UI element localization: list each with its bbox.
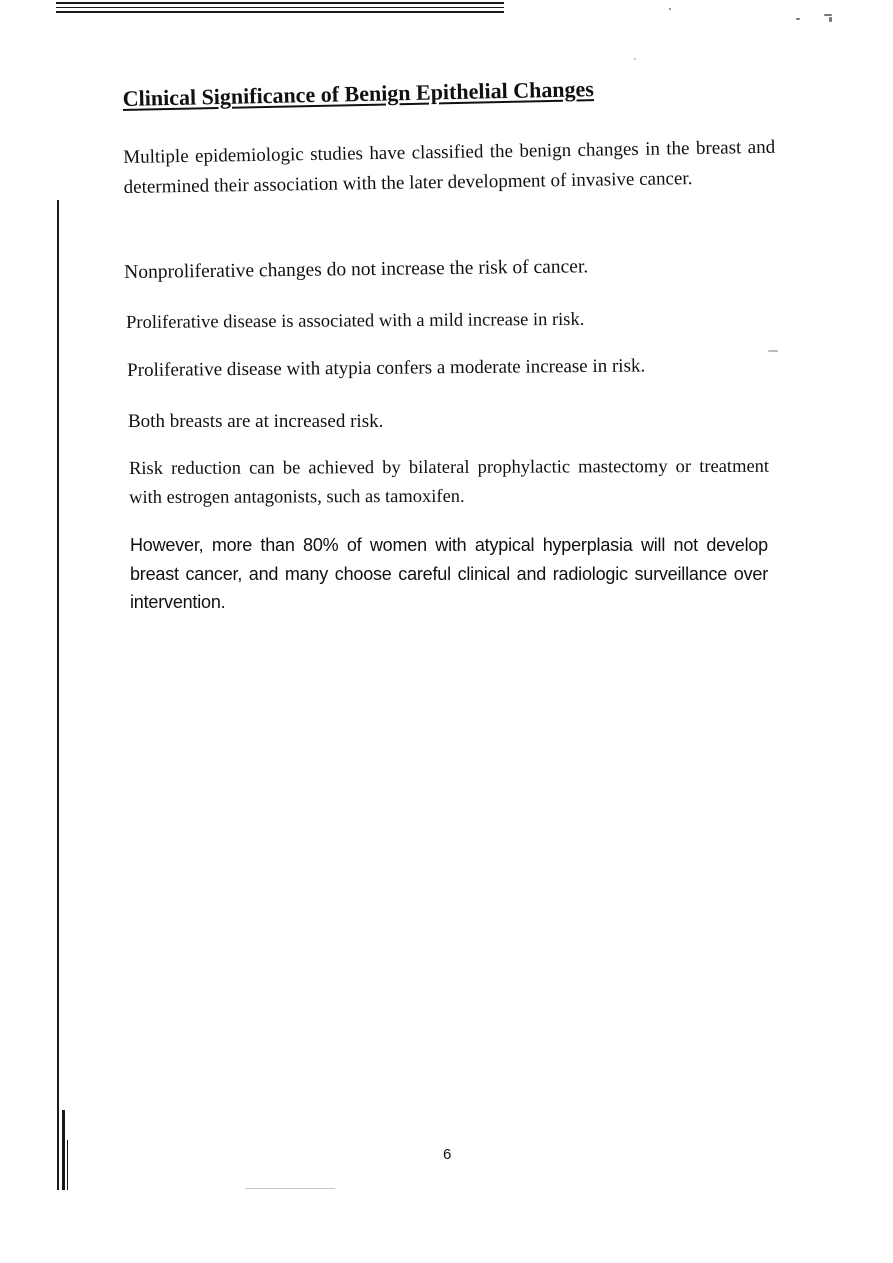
paragraph: Multiple epidemiologic studies have classified the benign changes in the breast and determined their association with the later development of invasive cancer. [123,136,776,198]
paragraph: Proliferative disease with atypia confers a moderate increase in risk. [127,355,646,381]
paragraph: Risk reduction can be achieved by bilateral prophylactic mastectomy or treatment with estrogen antagonists, such as tamoxifen. [129,456,770,508]
page-number: 6 [443,1146,452,1163]
scan-speck [768,350,778,352]
scan-speck [829,17,832,22]
left-border-rule [57,200,59,1190]
left-border-rule [67,1140,68,1190]
paragraph: Proliferative disease is associated with a mild increase in risk. [126,309,585,333]
paragraph: However, more than 80% of women with atypical hyperplasia will not develop breast cancer, and many choose careful clinical and radiologic surveillance over intervention. [130,535,768,612]
scan-smudge [245,1188,335,1189]
paragraph: Both breasts are at increased risk. [128,411,384,432]
scan-speck [634,58,636,60]
left-border-rule [62,1110,65,1190]
top-border-rule [56,2,504,4]
paragraph: Nonproliferative changes do not increase the risk of cancer. [124,256,589,283]
scan-speck [824,14,832,16]
scan-speck [669,8,671,10]
top-border-rule [56,7,504,8]
page-title: Clinical Significance of Benign Epithelial Changes [122,76,595,112]
top-border-rule [56,11,504,13]
scan-speck [796,18,800,20]
